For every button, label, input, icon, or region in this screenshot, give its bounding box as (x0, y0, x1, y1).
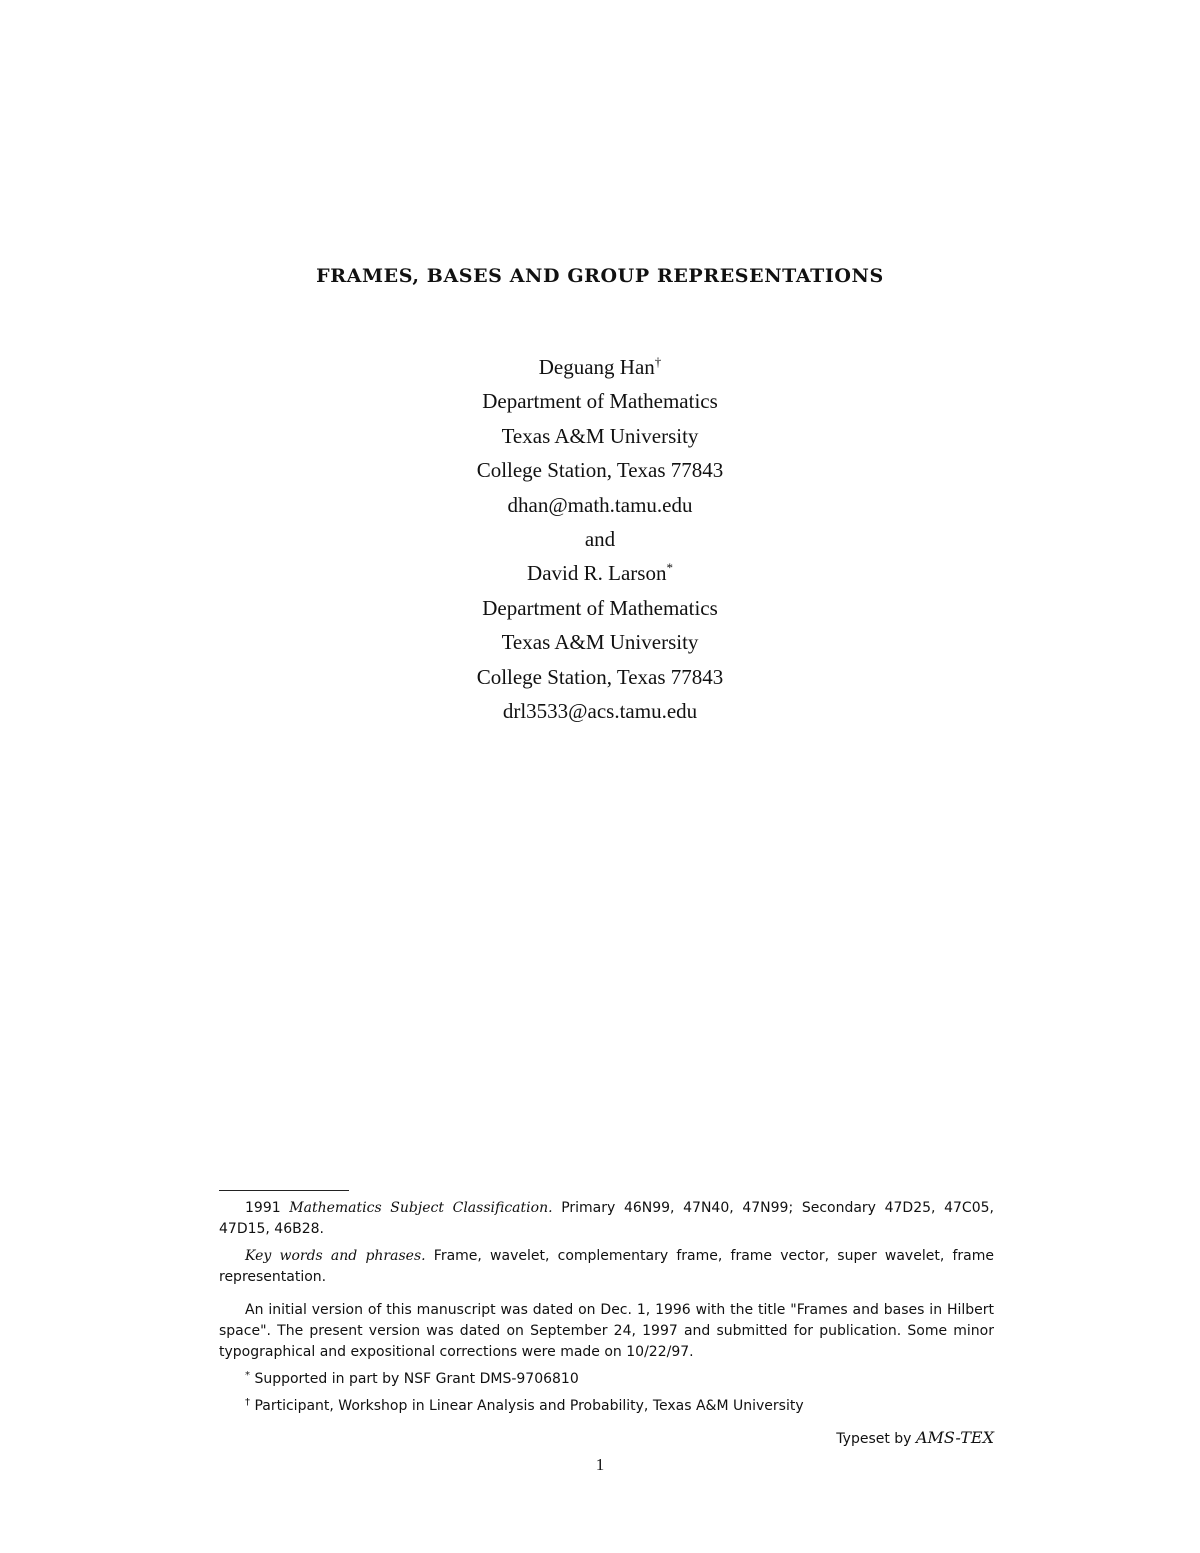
author-city: College Station, Texas 77843 (476, 458, 724, 483)
footnotes (219, 1198, 994, 1423)
history-footnote: An initial version of this manuscript was dated on Dec. 1, 1996 with the title "Frames and bases in Hilbert space". The present version was dated on September 24, 1997 and submitted for publication. Some minor typographical and expositional corrections were made on 10/22/97. (219, 1302, 994, 1360)
participant-footnote: † Participant, Workshop in Linear Analysis and Probability, Texas A&M University (245, 1397, 804, 1414)
author-name: David R. Larson* (527, 560, 673, 586)
typeset-note: Typeset by AMS-TEX (836, 1428, 994, 1447)
author-city: College Station, Texas 77843 (476, 664, 724, 689)
footnote-rule (219, 1190, 349, 1191)
author-conjunction: and (584, 526, 616, 551)
author-department: Department of Mathematics (482, 389, 718, 414)
classification-footnote: 1991 Mathematics Subject Classification. Primary 46N99, 47N40, 47N99; Secondary 47D25, 47C05, 47D15, 46B28. (219, 1200, 994, 1237)
paper-title: FRAMES, BASES AND GROUP REPRESENTATIONS (316, 265, 884, 287)
page-number: 1 (595, 1455, 605, 1474)
dagger-mark: † (245, 1397, 250, 1408)
author-university: Texas A&M University (501, 630, 699, 655)
dagger-mark: † (654, 354, 662, 369)
author-university: Texas A&M University (501, 423, 699, 448)
ams-tex-logo: AMS-TEX (915, 1428, 994, 1447)
support-footnote: * Supported in part by NSF Grant DMS-9706810 (245, 1370, 579, 1387)
asterisk-mark: * (666, 560, 673, 576)
author-email: drl3533@acs.tamu.edu (502, 698, 698, 723)
keywords-footnote: Key words and phrases. Frame, wavelet, complementary frame, frame vector, super wavelet, frame representation. (219, 1248, 994, 1285)
author-name: Deguang Han† (538, 354, 662, 379)
asterisk-mark: * (245, 1370, 250, 1381)
author-department: Department of Mathematics (482, 595, 718, 620)
author-block (0, 350, 1200, 728)
author-email: dhan@math.tamu.edu (507, 492, 693, 517)
